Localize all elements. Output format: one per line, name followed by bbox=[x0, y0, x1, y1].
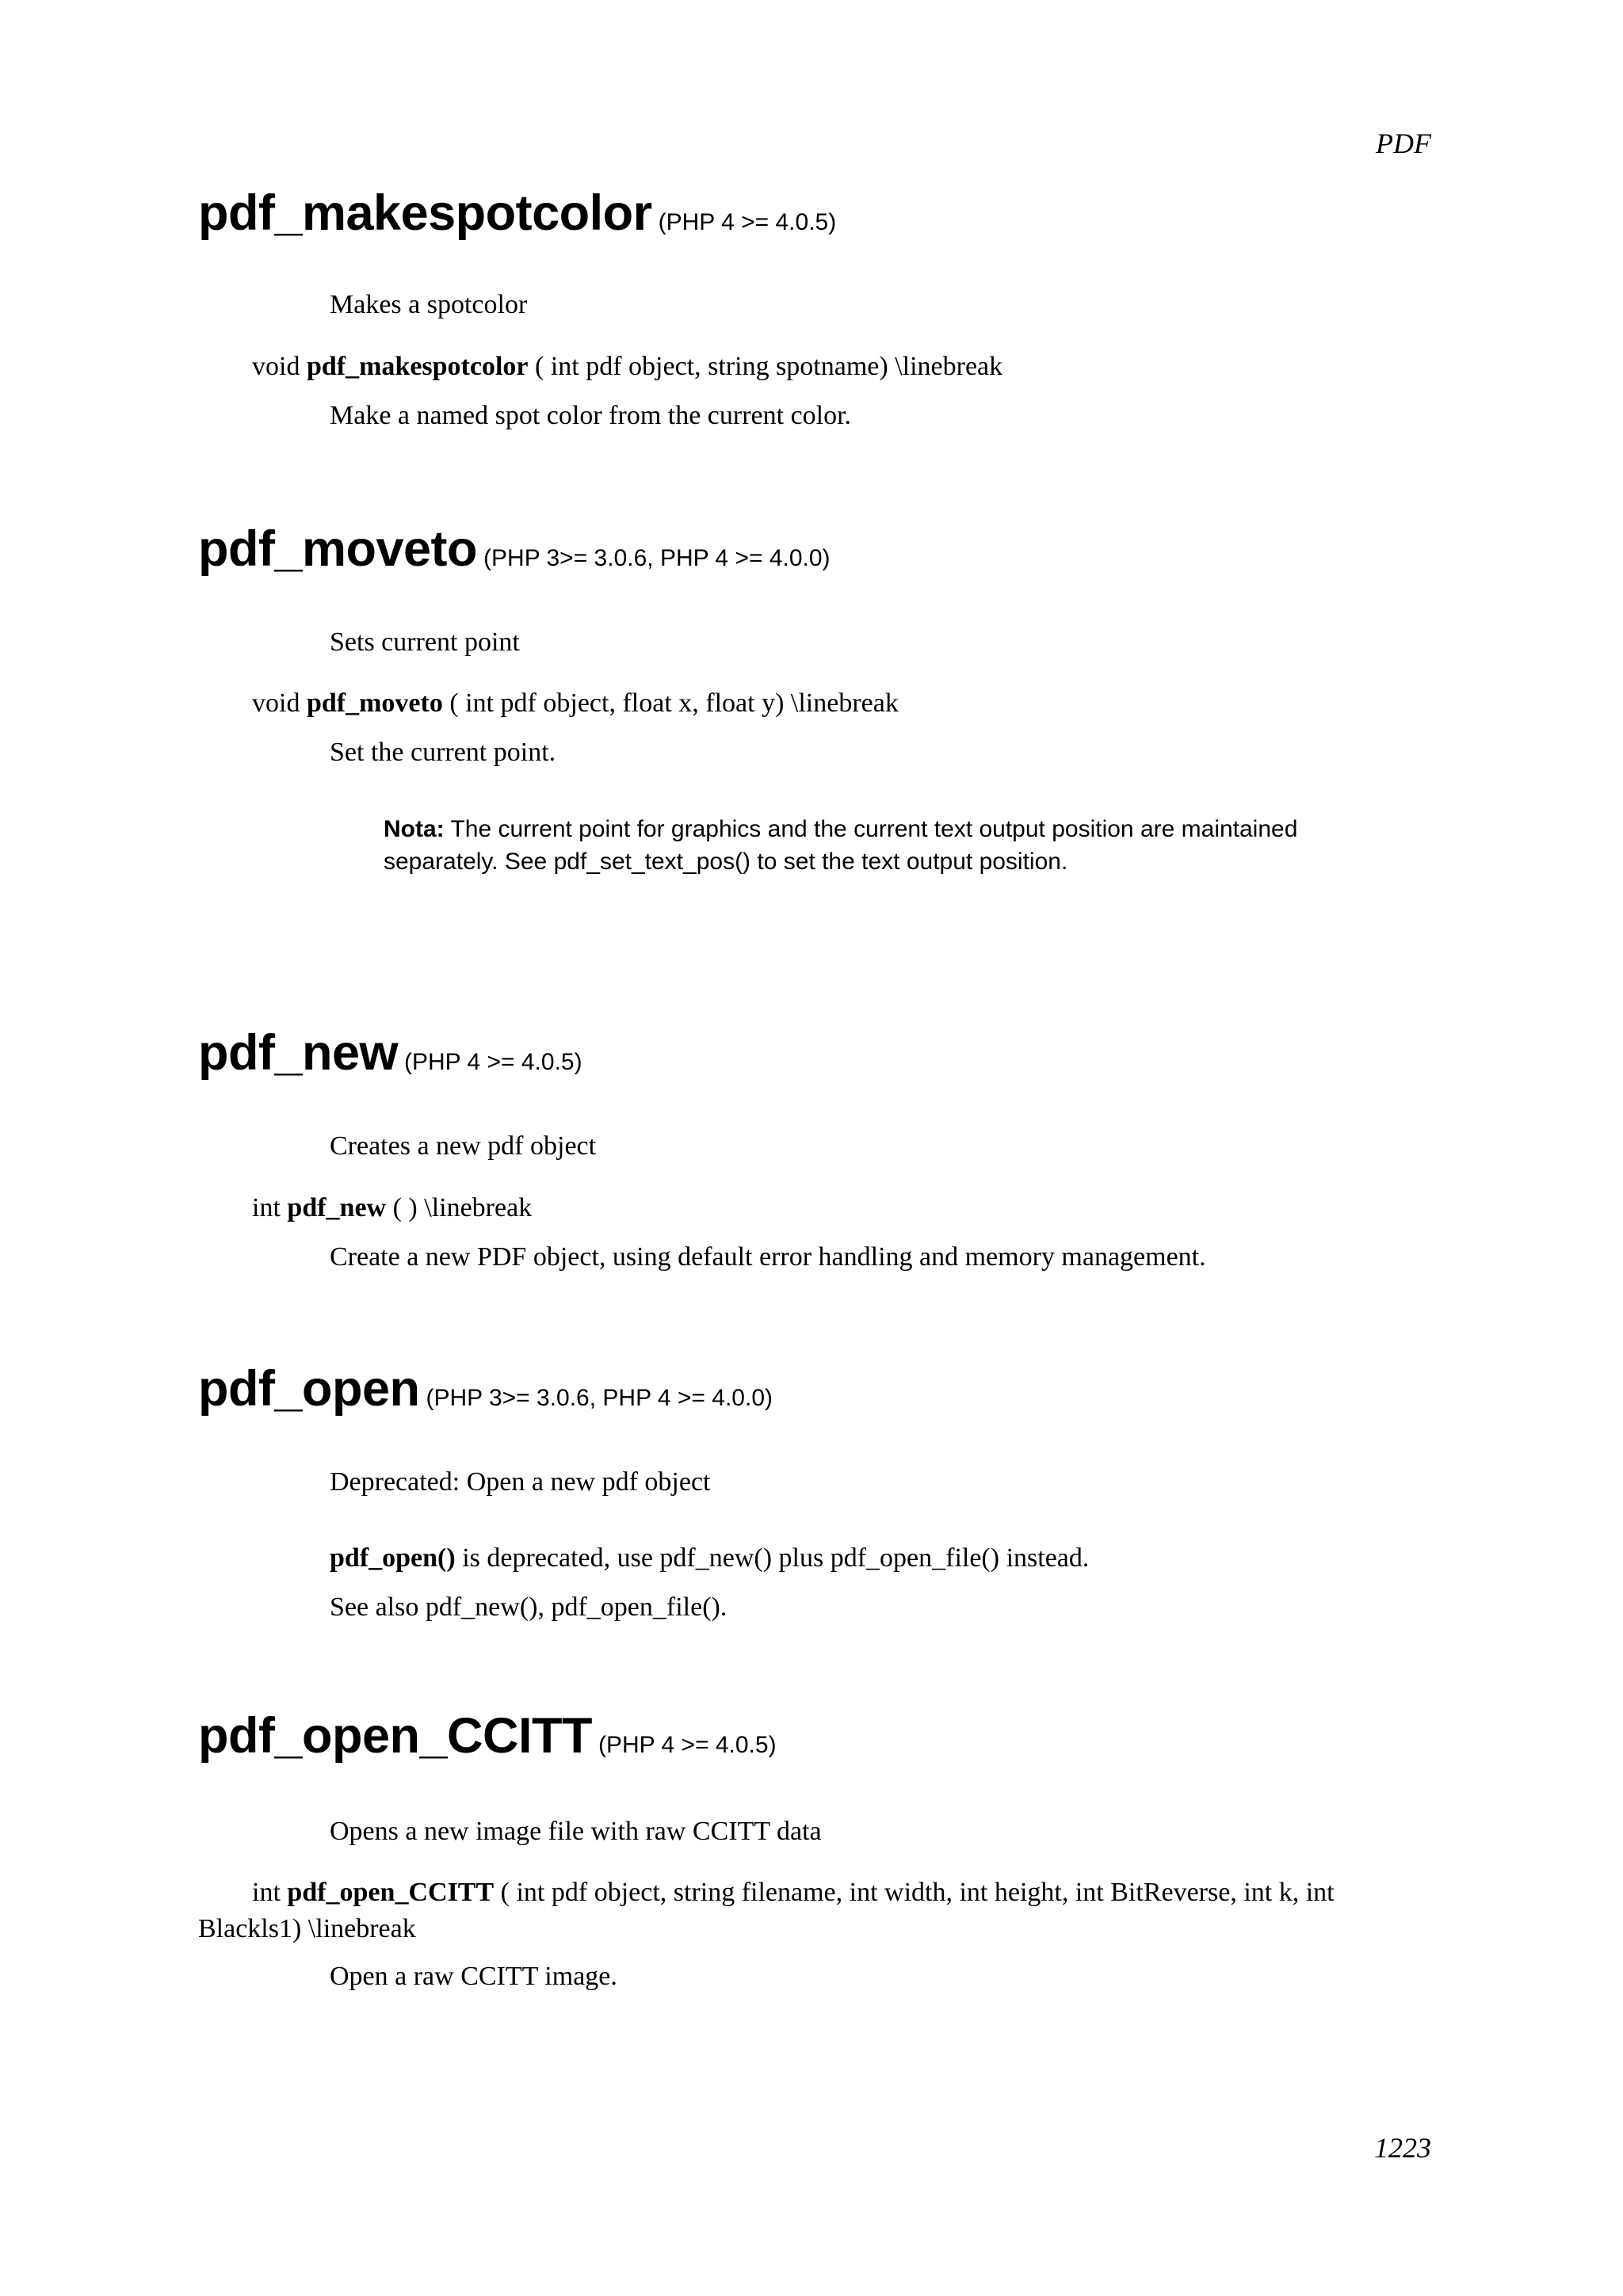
deprecation-notice bbox=[330, 1541, 1089, 1576]
function-synopsis bbox=[198, 1875, 1434, 1947]
synopsis-params: ( int pdf object, string filename, int width, int height, int BitReverse, int k, int Blackls1) \linebreak bbox=[198, 1878, 1335, 1943]
function-version: (PHP 4 >= 4.0.5) bbox=[598, 1732, 777, 1758]
see-also: See also pdf_new(), pdf_open_file(). bbox=[330, 1592, 727, 1622]
synopsis-params: ( int pdf object, string spotname) \linebreak bbox=[535, 352, 1003, 381]
note-box bbox=[384, 813, 1297, 878]
function-name: pdf_new bbox=[198, 1025, 399, 1081]
synopsis-function-name: pdf_open_CCITT bbox=[287, 1878, 495, 1907]
note-line-1 bbox=[384, 813, 1297, 845]
function-synopsis bbox=[252, 1191, 532, 1226]
synopsis-params: ( ) \linebreak bbox=[392, 1193, 533, 1222]
running-header: PDF bbox=[1376, 128, 1431, 159]
function-purpose: Creates a new pdf object bbox=[330, 1131, 597, 1161]
function-version: (PHP 3>= 3.0.6, PHP 4 >= 4.0.0) bbox=[426, 1385, 773, 1411]
function-heading-pdf-open bbox=[198, 1361, 773, 1417]
function-heading-pdf-makespotcolor bbox=[198, 185, 837, 241]
deprecation-text: is deprecated, use pdf_new() plus pdf_open_file() instead. bbox=[455, 1543, 1090, 1573]
function-heading-pdf-moveto bbox=[198, 521, 831, 577]
return-type: int bbox=[252, 1193, 281, 1222]
note-text: The current point for graphics and the current text output position are maintained bbox=[444, 816, 1298, 842]
synopsis-function-name: pdf_new bbox=[287, 1193, 387, 1222]
function-heading-pdf-open-ccitt bbox=[198, 1708, 777, 1764]
function-synopsis bbox=[252, 349, 1002, 384]
function-description: Open a raw CCITT image. bbox=[330, 1962, 617, 1991]
function-description: Set the current point. bbox=[330, 738, 556, 767]
synopsis-function-name: pdf_moveto bbox=[306, 688, 443, 718]
function-description: Make a named spot color from the current color. bbox=[330, 401, 852, 430]
return-type: void bbox=[252, 688, 300, 718]
function-purpose: Makes a spotcolor bbox=[330, 290, 528, 319]
return-type: int bbox=[252, 1878, 281, 1907]
function-purpose: Sets current point bbox=[330, 627, 520, 657]
page-number: 1223 bbox=[1374, 2132, 1431, 2164]
note-label: Nota: bbox=[384, 816, 445, 842]
note-line-2: separately. See pdf_set_text_pos() to set the text output position. bbox=[384, 849, 1068, 875]
function-synopsis bbox=[252, 686, 899, 721]
function-name: pdf_open_CCITT bbox=[198, 1708, 592, 1764]
deprecated-function-name: pdf_open() bbox=[330, 1543, 456, 1573]
function-purpose: Opens a new image file with raw CCITT data bbox=[330, 1817, 822, 1846]
function-version: (PHP 3>= 3.0.6, PHP 4 >= 4.0.0) bbox=[483, 545, 831, 571]
function-description: Create a new PDF object, using default error handling and memory management. bbox=[330, 1242, 1206, 1272]
function-name: pdf_makespotcolor bbox=[198, 185, 652, 241]
function-name: pdf_moveto bbox=[198, 521, 478, 577]
function-version: (PHP 4 >= 4.0.5) bbox=[404, 1049, 582, 1075]
function-heading-pdf-new bbox=[198, 1025, 582, 1081]
function-purpose: Deprecated: Open a new pdf object bbox=[330, 1467, 711, 1497]
synopsis-function-name: pdf_makespotcolor bbox=[306, 352, 529, 381]
synopsis-params: ( int pdf object, float x, float y) \linebreak bbox=[449, 688, 899, 718]
function-version: (PHP 4 >= 4.0.5) bbox=[658, 209, 837, 235]
return-type: void bbox=[252, 352, 300, 381]
function-name: pdf_open bbox=[198, 1361, 420, 1417]
